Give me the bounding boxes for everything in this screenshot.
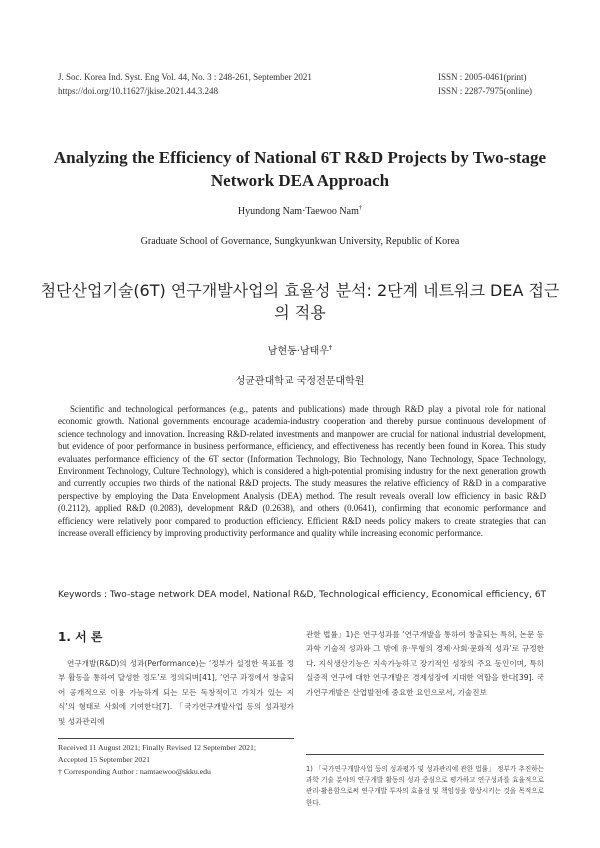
authors-english: [0, 206, 600, 217]
keywords-line: [58, 590, 558, 600]
corresponding-mark: †: [358, 204, 363, 212]
footnote: [306, 764, 544, 809]
received-info: [58, 742, 298, 778]
affiliation-korean: 성균관대학교 국정전문대학원: [235, 376, 365, 387]
abstract: Scientific and technological performances (e.g., patents and publications) made through R&D play a pivotal role for national economic growth. National governments encourage academia-industry cooperation and thereby pursue continuous development of science technology and innovation. Increasing R&D-related investments and manpower are crucial for national industrial development, but evidence of poor performance in business performance, efficiency, and effectiveness has recently been found in Korea. This study evaluates performance efficiency of the 6T sector (Information Technology, Bio Technology, Nano Technology, Space Technology, Environment Technology, Culture Technology), which is considered a high-potential promising industry for the next generation growth and currently occupies two thirds of the national R&D projects. The study measures the relative efficiency of R&D in a comparative perspective by employing the Data Envelopment Analysis (DEA) method. The result reveals overall low efficiency in basic R&D (0.2112), applied R&D (0.2083), development R&D (0.2638), and others (0.0641), confirming that economic performance and efficiency were relatively poor compared to production efficiency. Efficient R&D needs policy makers to create strategies that can increase overall efficiency by improving productivity performance and quality while increasing economic performance.: [58, 404, 546, 539]
issn-block: [438, 70, 532, 98]
body-column-right: 관한 법률」1)은 연구성과를 ‘연구개발을 통하여 창출되는 특허, 논문 등 과학 기술적 성과와 그 밖에 유·무형의 경제·사회·문화적 성과’로 규정한다. 지식생산기능은 지속가능하고 장기적인 성장의 주요 동인이며, 특히 실증적 연구에 대한 연구개발은 경제성장에 지대한 역할을 한다[39]. 국가연구개발은 산업발전에 중요한 요인으로서, 기술진보: [306, 630, 544, 697]
dagger-icon: †: [58, 767, 62, 776]
footnote-divider-right: [306, 754, 544, 755]
received-date: Received 11 August 2021; Finally Revised 12 September 2021;: [58, 743, 257, 752]
keywords-label: Keywords: [58, 590, 102, 600]
corresponding-author-text: Corresponding Author : namtaewoo@skku.edu: [63, 767, 211, 776]
corresponding-mark-korean: †: [328, 343, 333, 352]
issn-print: ISSN : 2005-0461(print): [438, 72, 527, 82]
author-names: Hyundong Nam·Taewoo Nam: [237, 206, 359, 217]
running-header: [58, 70, 312, 98]
section-heading: 1. 서 론: [58, 630, 103, 644]
paper-title-korean: 첨단산업기술(6T) 연구개발사업의 효율성 분석: 2단계 네트워크 DEA 접근의 적용: [40, 281, 560, 322]
authors-korean: [0, 342, 600, 357]
corresponding-author: [58, 766, 298, 778]
affiliation-english: Graduate School of Governance, Sungkyunkwan University, Republic of Korea: [140, 236, 460, 247]
body-column-left: 연구개발(R&D)의 성과(Performance)는 ‘정부가 설정한 목표를 정부 활동을 통하여 달성한 정도’로 정의되며[41], ‘연구 과정에서 창출되어 공개적으로 이용 가능하게 되는 모든 독창적이고 가치가 있는 지식’의 형태로 사회에 기여한다[7]. 「국가연구개발사업 등의 성과평가 및 성과관리에: [58, 659, 294, 726]
footnote-text: 「국가연구개발사업 등의 성과평가 및 성과관리에 관한 법률」 정부가 추진하는 과학 기술 분야의 연구개발 활동의 성과 중심으로 평가하고 연구성과를 효율적으로 관리·활용함으로써 연구개발 투자의 효율성 및 책임성을 향상시키는 것을 목적으로 한다.: [306, 765, 544, 807]
author-names-korean: 남현동·남태우: [267, 346, 329, 357]
doi-link[interactable]: https://doi.org/10.11627/jkise.2021.44.3.248: [58, 86, 219, 96]
paper-title-english: Analyzing the Efficiency of National 6T R&D Projects by Two-stage Network DEA Approach: [53, 148, 547, 190]
accepted-date: Accepted 15 September 2021: [58, 755, 151, 764]
keywords-list: : Two-stage network DEA model, National R&D, Technological efficiency, Economical efficiency, 6T: [104, 590, 547, 600]
footnote-divider-left: [58, 738, 294, 739]
footnote-number: 1): [306, 765, 313, 773]
issn-online: ISSN : 2287-7975(online): [438, 86, 532, 96]
journal-citation: J. Soc. Korea Ind. Syst. Eng Vol. 44, No. 3 : 248-261, September 2021: [58, 72, 312, 82]
